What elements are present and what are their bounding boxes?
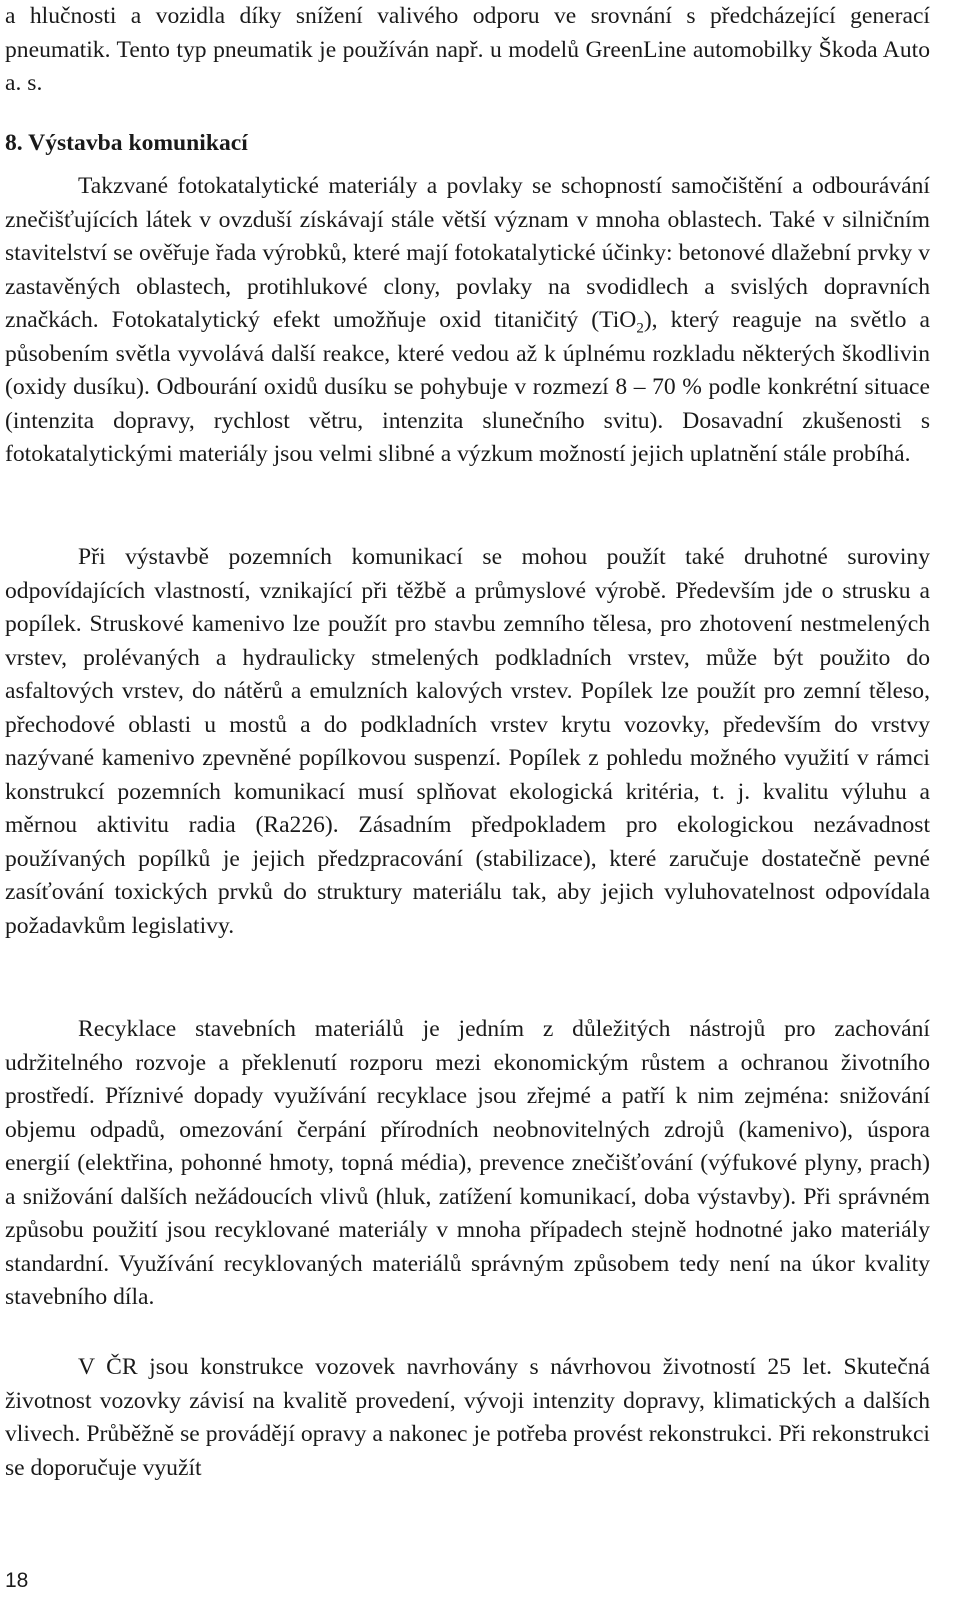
- section-heading: 8. Výstavba komunikací: [5, 130, 248, 156]
- paragraph-3: Recyklace stavebních materiálů je jedním z důležitých nástrojů pro zachování udržitelného rozvoje a překlenutí rozporu mezi ekonomickým růstem a ochranou životního prostředí. Příznivé dopady využívání recyklace jsou zřejmé a patří k nim zejména: snižování objemu odpadů, omezování čerpání přírodních neobnovitelných zdrojů (kamenivo), úspora energií (elektřina, pohonné hmoty, topná média), prevence znečišťování (výfukové plyny, prach) a snižování dalších nežádoucích vlivů (hluk, zatížení komunikací, doba výstavby). Při správném způsobu použití jsou recyklované materiály v mnoha případech stejně hodnotné jako materiály standardní. Využívání recyklovaných materiálů správným způsobem tedy není na úkor kvality stavebního díla.: [5, 1016, 930, 1310]
- paragraph-2: Při výstavbě pozemních komunikací se mohou použít také druhotné suroviny odpovídajících vlastností, vznikající při těžbě a průmyslové výrobě. Především jde o strusku a popílek. Struskové kamenivo lze použít pro stavbu zemního tělesa, pro zhotovení nestmelených vrstev, prolévaných a hydraulicky stmelených podkladních vrstev, může být použito do asfaltových vrstev, do nátěrů a emulzních kalových vrstev. Popílek lze použít pro zemní těleso, přechodové oblasti u mostů a do podkladních vrstev krytu vozovky, především do vrstvy nazývané kamenivo zpevněné popílkovou suspenzí. Popílek z pohledu možného využití v rámci konstrukcí pozemních komunikací musí splňovat ekologická kritéria, t. j. kvalitu výluhu a měrnou aktivitu radia (Ra226). Zásadním předpokladem pro ekologickou nezávadnost používaných popílků je jejich předzpracování (stabilizace), které zaručuje dostatečně pevné zasíťování toxických prvků do struktury materiálu tak, aby jejich vyluhovatelnost odpovídala požadavkům legislativy.: [5, 544, 930, 939]
- paragraph-secondary-materials: [5, 541, 930, 943]
- intro-paragraph: [5, 0, 930, 101]
- paragraph-pavement-lifetime: [5, 1351, 930, 1485]
- paragraph-4: V ČR jsou konstrukce vozovek navrhovány s návrhovou životností 25 let. Skutečná životnost vozovky závisí na kvalitě provedení, vývoji intenzity dopravy, klimatických a dalších vlivech. Průběžně se provádějí opravy a nakonec je potřeba provést rekonstrukci. Při rekonstrukci se doporučuje využít: [5, 1354, 930, 1481]
- page-number: 18: [5, 1569, 29, 1592]
- paragraph-photocatalytic: [5, 170, 930, 472]
- paragraph-1-part-1: Takzvané fotokatalytické materiály a povlaky se schopností samočištění a odbourávání znečišťujících látek v ovzduší získávají stále větší význam v mnoha oblastech. Také v silničním stavitelství se ověřuje řada výrobků, které mají fotokatalytické účinky: betonové dlažební prvky v zastavěných oblastech, protihlukové clony, povlaky na svodidlech a svislých dopravních značkách. Fotokatalytický efekt umožňuje oxid titaničitý (TiO: [5, 173, 930, 333]
- subscript-2: 2: [636, 320, 644, 337]
- intro-text: a hlučnosti a vozidla díky snížení valivého odporu ve srovnání s předcházející generací pneumatik. Tento typ pneumatik je používán např. u modelů GreenLine automobilky Škoda Auto a. s.: [5, 3, 930, 96]
- paragraph-1: [5, 170, 930, 472]
- paragraph-1-part-2: ), který reaguje na světlo a působením světla vyvolává další reakce, které vedou až k úplnému rozkladu některých škodlivin (oxidy dusíku). Odbourání oxidů dusíku se pohybuje v rozmezí 8 – 70 % podle konkrétní situace (intenzita dopravy, rychlost větru, intenzita slunečního svitu). Dosavadní zkušenosti s fotokatalytickými materiály jsou velmi slibné a výzkum možností jejich uplatnění stále probíhá.: [5, 307, 930, 467]
- paragraph-recycling: [5, 1013, 930, 1315]
